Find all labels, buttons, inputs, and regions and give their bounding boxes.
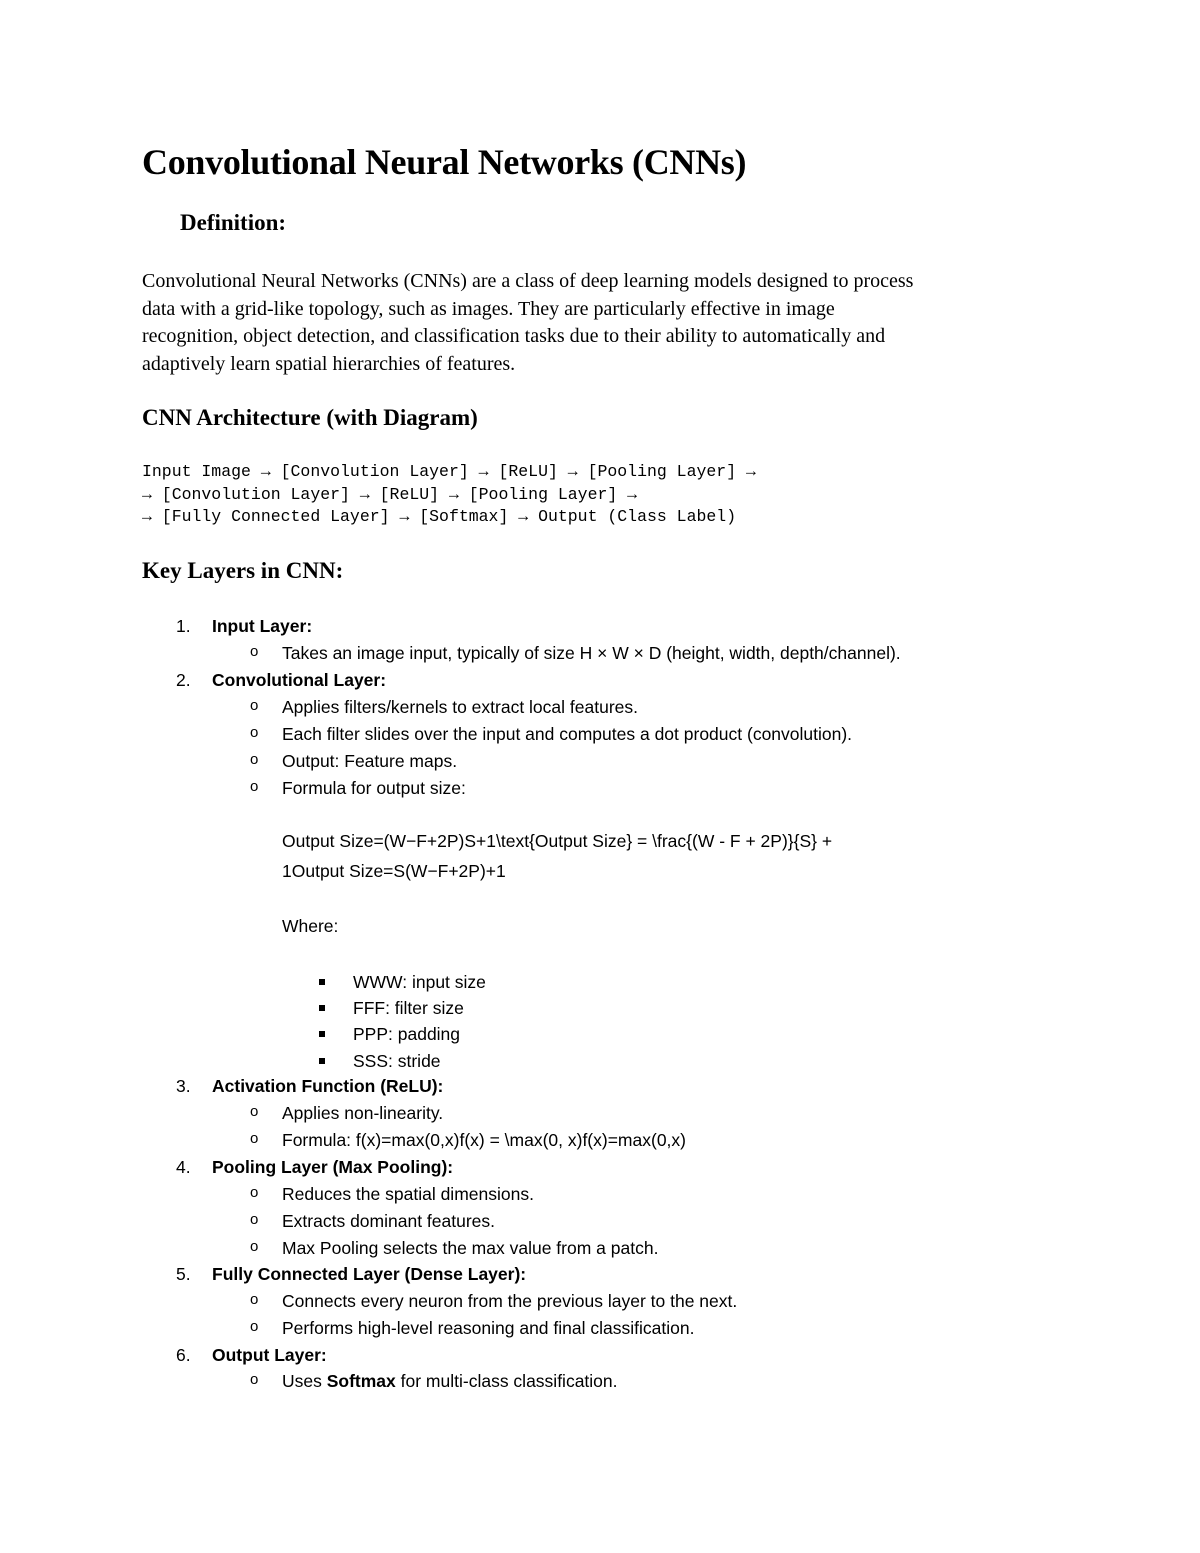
subitem-text: Connects every neuron from the previous layer to the next.	[282, 1291, 738, 1311]
circle-bullet-icon: o	[250, 1291, 259, 1308]
list-item-label: Output Layer:	[212, 1345, 327, 1365]
subitem-text: Takes an image input, typically of size H × W × D (height, width, depth/channel).	[282, 643, 901, 663]
where-item-text: SSS: stride	[353, 1051, 441, 1071]
subitem-text: Formula: f(x)=max(0,x)f(x) = \max(0, x)f(x)=max(0,x)	[282, 1130, 686, 1150]
circle-bullet-icon: o	[250, 778, 259, 795]
square-bullet-icon	[319, 979, 325, 985]
circle-bullet-icon: o	[250, 1184, 259, 1201]
where-item-text: WWW: input size	[353, 972, 486, 992]
subitem-text: Formula for output size:	[282, 778, 466, 798]
circle-bullet-icon: o	[250, 724, 259, 741]
list-number: 6.	[176, 1345, 191, 1365]
list-number: 5.	[176, 1264, 191, 1284]
square-bullet-icon	[319, 1031, 325, 1037]
subitem-text: Output: Feature maps.	[282, 751, 458, 771]
diagram-line: Input Image → [Convolution Layer] → [ReLU] → [Pooling Layer] →	[142, 462, 756, 481]
circle-bullet-icon: o	[250, 1318, 259, 1335]
list-item-label: Activation Function (ReLU):	[212, 1076, 444, 1096]
definition-paragraph	[142, 268, 1062, 378]
formula-text: 1Output Size=S(W−F+2P)+1	[282, 861, 506, 881]
where-item-text: FFF: filter size	[353, 998, 464, 1018]
circle-bullet-icon: o	[250, 1371, 259, 1388]
subitem-text	[282, 1371, 618, 1392]
subitem-text: Applies filters/kernels to extract local features.	[282, 697, 638, 717]
subitem-text: Applies non-linearity.	[282, 1103, 444, 1123]
subitem-text: Max Pooling selects the max value from a patch.	[282, 1238, 659, 1258]
definition-heading: Definition:	[180, 210, 287, 235]
subitem-text: Each filter slides over the input and computes a dot product (convolution).	[282, 724, 853, 744]
list-number: 3.	[176, 1076, 191, 1096]
list-item-label: Pooling Layer (Max Pooling):	[212, 1157, 454, 1177]
architecture-diagram	[142, 461, 756, 529]
key-layers-heading: Key Layers in CNN:	[142, 558, 344, 583]
circle-bullet-icon: o	[250, 1211, 259, 1228]
architecture-heading: CNN Architecture (with Diagram)	[142, 405, 478, 430]
definition-line: adaptively learn spatial hierarchies of features.	[142, 352, 516, 375]
circle-bullet-icon: o	[250, 751, 259, 768]
list-number: 4.	[176, 1157, 191, 1177]
diagram-line: → [Convolution Layer] → [ReLU] → [Pooling Layer] →	[142, 484, 638, 504]
where-item-text: PPP: padding	[353, 1024, 461, 1044]
subitem-text: Extracts dominant features.	[282, 1211, 496, 1231]
subitem-text: Reduces the spatial dimensions.	[282, 1184, 534, 1204]
where-label: Where:	[282, 916, 339, 936]
subitem-text: Performs high-level reasoning and final classification.	[282, 1318, 695, 1338]
subitem-text-after: for multi-class classification.	[395, 1371, 618, 1391]
square-bullet-icon	[319, 1058, 325, 1064]
circle-bullet-icon: o	[250, 1238, 259, 1255]
list-number: 1.	[176, 616, 191, 636]
square-bullet-icon	[319, 1005, 325, 1011]
circle-bullet-icon: o	[250, 643, 259, 660]
list-item-label: Input Layer:	[212, 616, 313, 636]
list-item-label: Convolutional Layer:	[212, 670, 387, 690]
definition-line: Convolutional Neural Networks (CNNs) are a class of deep learning models designed to process	[142, 270, 914, 292]
subitem-text-before: Uses	[282, 1371, 327, 1391]
softmax-term: Softmax	[326, 1371, 396, 1391]
list-number: 2.	[176, 670, 191, 690]
formula-text: Output Size=(W−F+2P)S+1\text{Output Size} = \frac{(W - F + 2P)}{S} +	[282, 831, 833, 851]
definition-line: recognition, object detection, and classification tasks due to their ability to automatically and	[142, 325, 886, 347]
document-page	[142, 0, 1072, 1553]
page-title: Convolutional Neural Networks (CNNs)	[142, 142, 747, 182]
list-item-label: Fully Connected Layer (Dense Layer):	[212, 1264, 527, 1284]
definition-line: data with a grid-like topology, such as images. They are particularly effective in image	[142, 297, 835, 320]
circle-bullet-icon: o	[250, 697, 259, 714]
circle-bullet-icon: o	[250, 1130, 259, 1147]
diagram-line: → [Fully Connected Layer] → [Softmax] → Output (Class Label)	[142, 507, 737, 526]
circle-bullet-icon: o	[250, 1103, 259, 1120]
